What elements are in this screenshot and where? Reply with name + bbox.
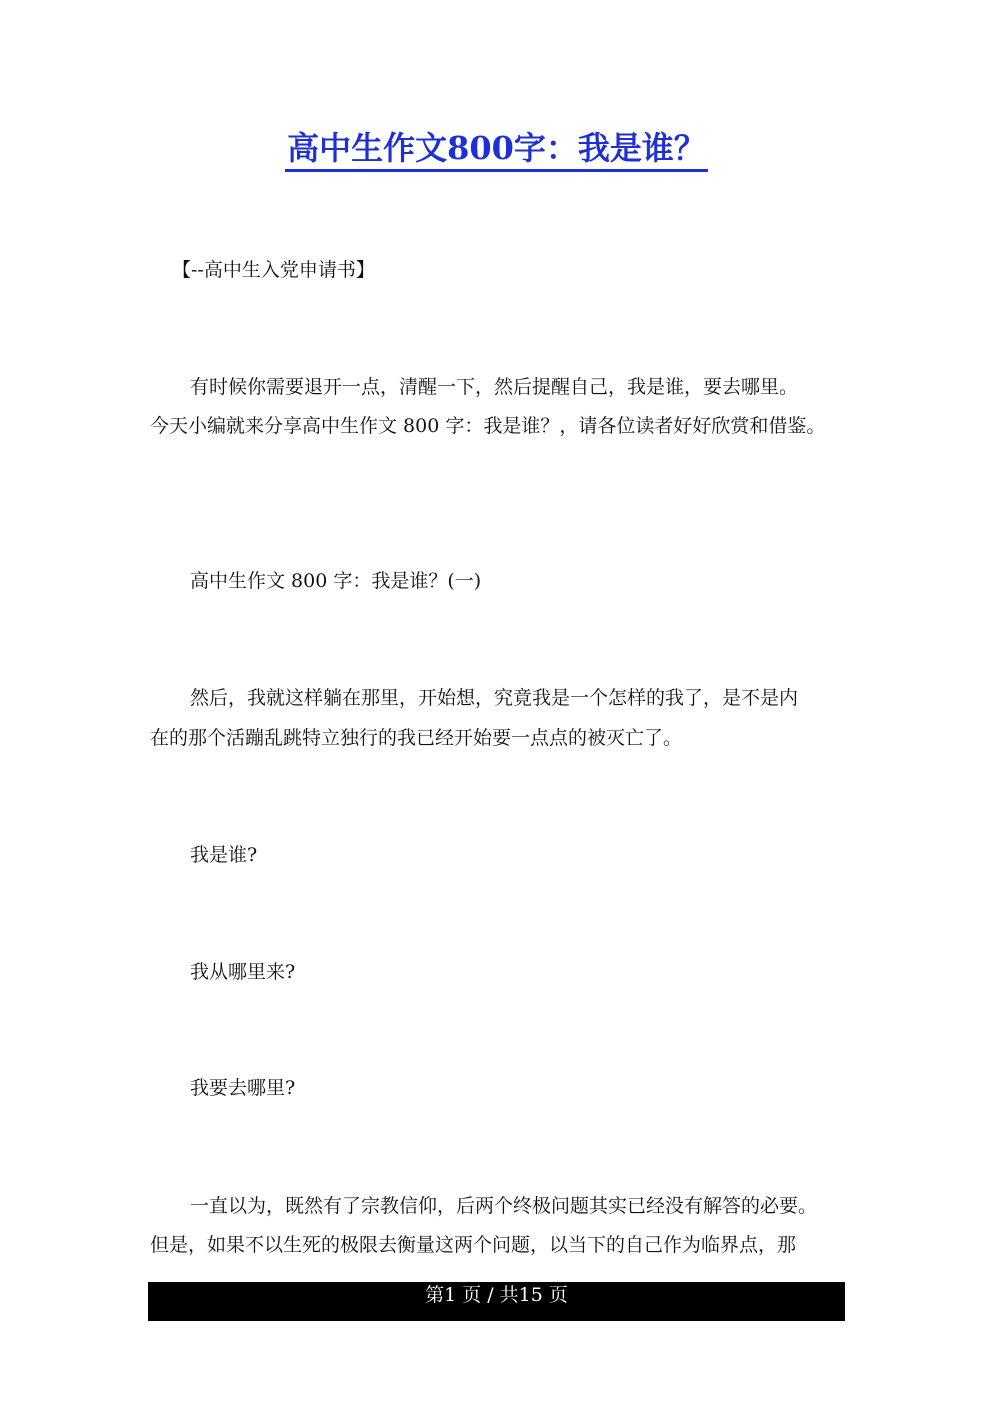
question-who-am-i: 我是谁? [190, 844, 258, 866]
document-title [0, 128, 993, 168]
question-where-from: 我从哪里来? [190, 961, 296, 983]
question-where-to: 我要去哪里? [190, 1077, 296, 1099]
paragraph-1-line-1: 然后，我就这样躺在那里，开始想，究竟我是一个怎样的我了，是不是内 [190, 687, 799, 709]
page-indicator: 第1 页 / 共15 页 [425, 1284, 568, 1306]
page-footer-bar [148, 1282, 845, 1321]
intro-line-1: 有时候你需要退开一点，清醒一下，然后提醒自己，我是谁，要去哪里。 [190, 376, 799, 398]
source-tag: 【--高中生入党申请书】 [172, 259, 375, 281]
section-heading: 高中生作文 800 字：我是谁？(一) [190, 570, 482, 592]
paragraph-2-line-1: 一直以为，既然有了宗教信仰，后两个终极问题其实已经没有解答的必要。 [190, 1195, 818, 1217]
intro-line-2: 今天小编就来分享高中生作文 800 字：我是谁？，请各位读者好好欣赏和借鉴。 [150, 415, 826, 437]
paragraph-1-line-2: 在的那个活蹦乱跳特立独行的我已经开始要一点点的被灭亡了。 [150, 727, 683, 749]
paragraph-2-line-2: 但是，如果不以生死的极限去衡量这两个问题，以当下的自己作为临界点，那 [150, 1234, 797, 1256]
document-title-text: 高中生作文800字：我是谁？ [285, 129, 708, 172]
